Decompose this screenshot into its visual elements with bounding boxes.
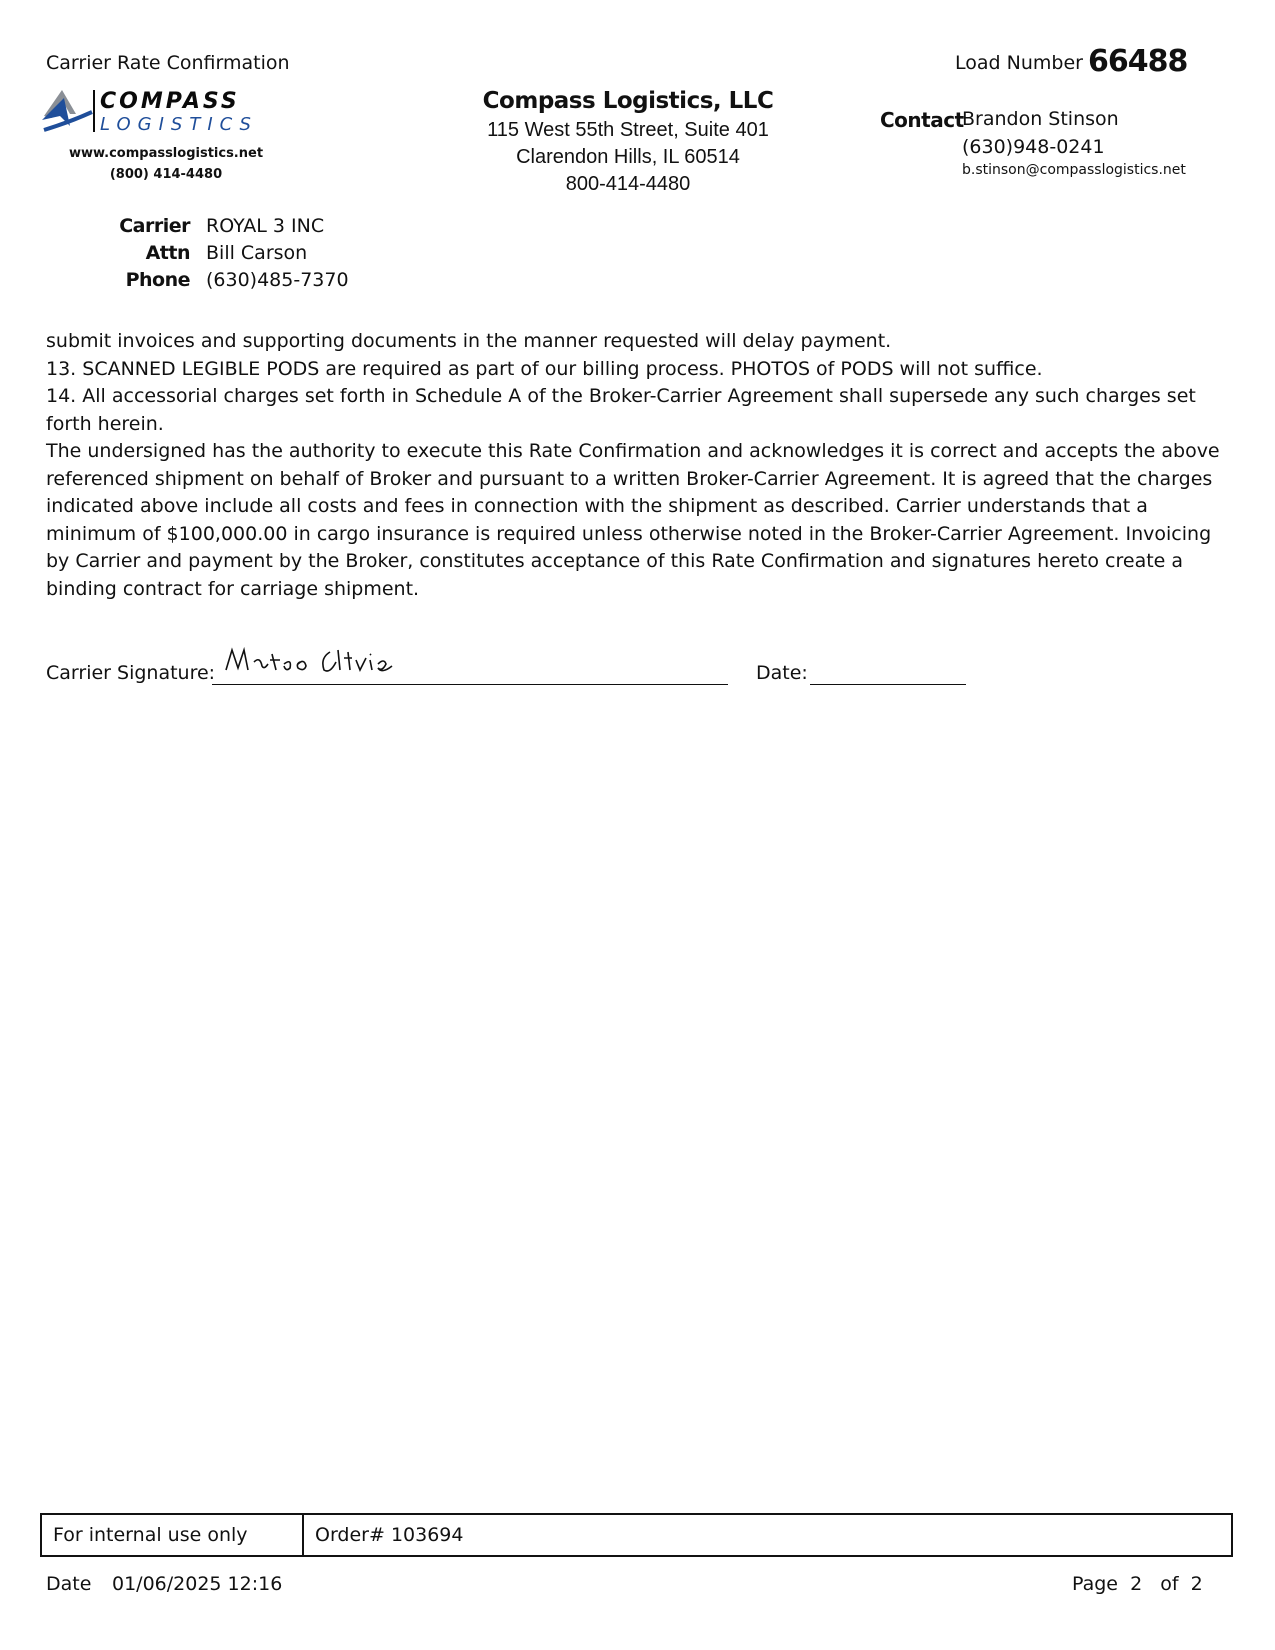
company-name: Compass Logistics, LLC xyxy=(482,88,774,114)
handwritten-signature xyxy=(220,640,420,680)
contact-phone: (630)948-0241 xyxy=(962,136,1105,158)
logo-website: www.compasslogistics.net xyxy=(68,146,264,161)
contact-email: b.stinson@compasslogistics.net xyxy=(962,162,1186,178)
phone-label: Phone xyxy=(125,269,190,291)
company-phone: 800-414-4480 xyxy=(565,173,691,195)
terms-line-1: submit invoices and supporting documents in the manner requested will delay payment. xyxy=(46,330,892,352)
contact-name: Brandon Stinson xyxy=(962,108,1119,130)
page-number: Page 2 of 2 xyxy=(1072,1573,1203,1595)
carrier-value: ROYAL 3 INC xyxy=(206,215,325,237)
terms-text xyxy=(46,328,1221,603)
terms-line-2: 13. SCANNED LEGIBLE PODS are required as part of our billing process. PHOTOS of PODS will not suffice. xyxy=(46,357,1043,380)
attn-label: Attn xyxy=(145,242,190,264)
footer-date-value: 01/06/2025 12:16 xyxy=(112,1573,283,1595)
compass-logistics-logo xyxy=(40,86,290,140)
contact-label: Contact xyxy=(880,108,964,132)
footer-date-label: Date xyxy=(46,1573,92,1595)
document-title: Carrier Rate Confirmation xyxy=(46,52,290,74)
logo-brand-bottom: LOGISTICS xyxy=(100,114,258,135)
carrier-label: Carrier xyxy=(119,215,190,237)
terms-line-3: 14. All accessorial charges set forth in Schedule A of the Broker-Carrier Agreement shall supersede any such charges set forth herein. xyxy=(46,385,1196,435)
load-number-value: 66488 xyxy=(1088,44,1188,79)
terms-line-4: The undersigned has the authority to execute this Rate Confirmation and acknowledges it is correct and accepts the above referenced shipment on behalf of Broker and pursuant to a written Broker-Carrier Agreement. It is agreed that the charges indicated above include all costs and fees in connection with the shipment as described. Carrier understands that a minimum of $100,000.00 in cargo insurance is required unless otherwise noted in the Broker-Carrier Agreement. Invoicing by Carrier and payment by the Broker, constitutes acceptance of this Rate Confirmation and signatures hereto create a binding contract for carriage shipment. xyxy=(46,440,1220,600)
internal-use-label: For internal use only xyxy=(42,1515,304,1555)
company-address-line1: 115 West 55th Street, Suite 401 xyxy=(487,119,769,141)
load-number-label: Load Number xyxy=(955,52,1083,74)
logo-brand-top: COMPASS xyxy=(100,89,240,114)
order-number: Order# 103694 xyxy=(315,1524,464,1546)
date-line xyxy=(810,684,966,685)
carrier-signature-label: Carrier Signature: xyxy=(46,662,216,684)
signature-line xyxy=(212,684,728,685)
logo-phone: (800) 414-4480 xyxy=(109,167,223,182)
internal-use-table xyxy=(40,1513,1233,1557)
phone-value: (630)485-7370 xyxy=(206,269,349,291)
attn-value: Bill Carson xyxy=(206,242,308,264)
date-label: Date: xyxy=(756,662,808,684)
company-address-line2: Clarendon Hills, IL 60514 xyxy=(516,146,740,168)
